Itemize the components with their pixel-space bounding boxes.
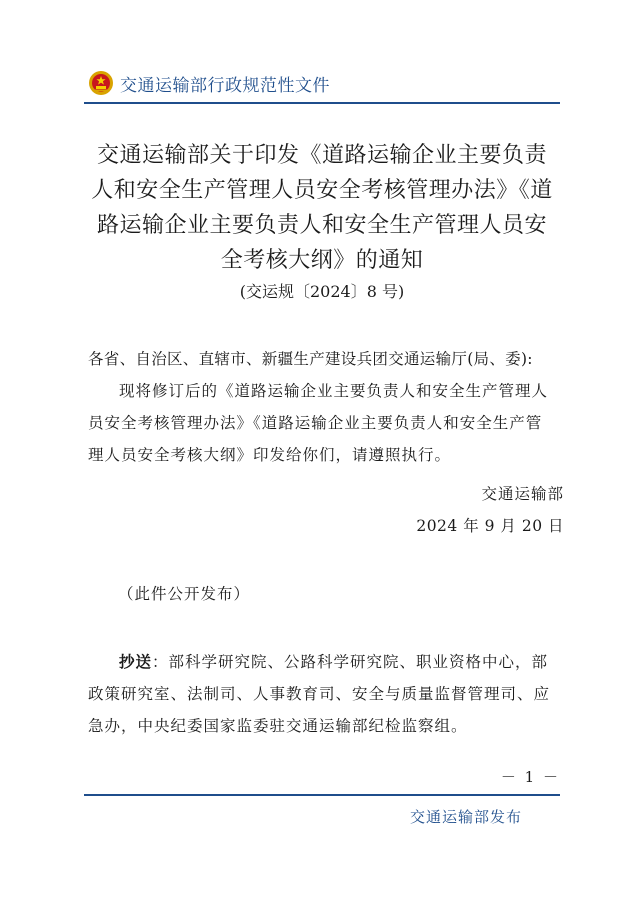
body-line: 理人员安全考核大纲》印发给你们，请遵照执行。 [88,446,452,464]
header-divider [84,102,560,104]
footer-publisher: 交通运输部发布 [409,808,522,826]
page-number: － 1 － [500,768,560,786]
recipient: 各省、自治区、直辖市、新疆生产建设兵团交通运输厅(局、委): [88,350,533,368]
title-line: 全考核大纲》的通知 [220,248,424,273]
title-line: 路运输企业主要负责人和安全生产管理人员安 [96,213,547,238]
signature: 交通运输部 [481,485,564,503]
cc-label: 抄送 [119,652,153,671]
footer-divider [84,794,560,796]
document-title [84,138,560,278]
title-line: 人和安全生产管理人员安全考核管理办法》《道 [91,178,553,203]
cc-line: 急办，中央纪委国家监委驻交通运输部纪检监察组。 [88,717,468,735]
cc-line: 政策研究室、法制司、人事教育司、安全与质量监督管理司、应 [88,685,551,703]
title-line: 交通运输部关于印发《道路运输企业主要负责 [96,143,547,168]
cc-text: ：部科学研究院、公路科学研究院、职业资格中心，部 [152,653,549,671]
body-line: 员安全考核管理办法》《道路运输企业主要负责人和安全生产管 [88,414,543,432]
document-number: (交运规〔2024〕8 号) [239,282,405,301]
national-emblem-icon [88,70,114,96]
publish-note: （此件公开发布） [118,585,251,603]
header-title: 交通运输部行政规范性文件 [120,75,330,96]
document-header [88,66,330,100]
issue-date: 2024 年 9 月 20 日 [416,517,564,535]
cc-line [119,650,548,672]
body-line: 现将修订后的《道路运输企业主要负责人和安全生产管理人 [119,382,549,400]
